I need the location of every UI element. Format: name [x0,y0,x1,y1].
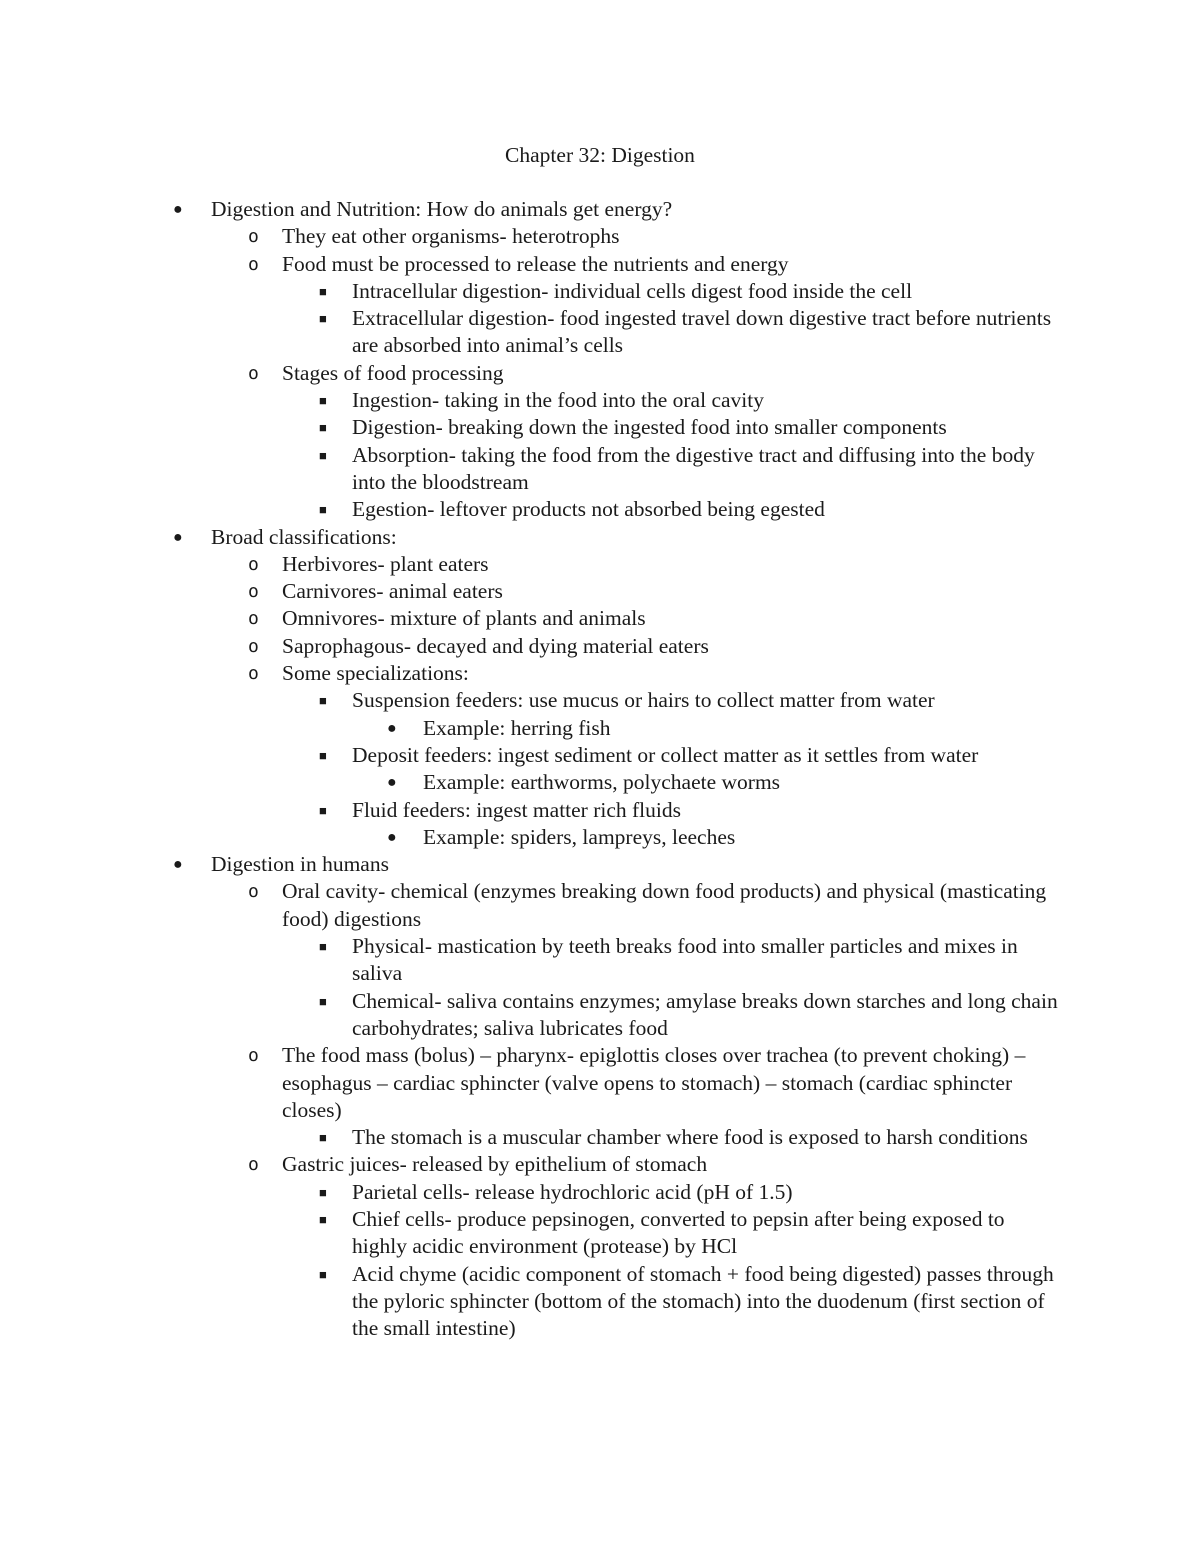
bullet-icon: ■ [319,747,327,763]
bullet-icon: ■ [319,420,327,436]
bullet-icon: ● [173,201,183,218]
outline-item-level-3 [0,715,1200,742]
bullet-icon: ■ [319,993,327,1009]
outline-item-text: Absorption- taking the food from the digestive tract and diffusing into the body into the bloodstream [352,442,1035,494]
bullet-icon: ■ [319,802,327,818]
outline-item-level-1 [0,223,1200,250]
outline-item-text: Fluid feeders: ingest matter rich fluids [352,797,681,822]
outline-item-text: Physical- mastication by teeth breaks food into smaller particles and mixes in saliva [352,934,1018,986]
outline-item-level-2 [0,1261,1200,1343]
bullet-icon: ● [173,856,183,874]
outline-item-text: Digestion- breaking down the ingested food into smaller components [352,415,947,440]
outline-item-text: Example: spiders, lampreys, leeches [423,824,736,849]
bullet-icon: ■ [319,311,327,327]
outline-item-level-2 [0,414,1200,441]
outline-item-text: Parietal cells- release hydrochloric acid (pH of 1.5) [352,1179,793,1204]
bullet-icon: o [248,226,259,248]
outline-item-level-0 [0,524,1200,551]
bullet-icon: o [248,581,259,603]
outline-item-text: Broad classifications: [211,524,397,549]
outline-item-level-2 [0,442,1200,497]
outline-item-level-1 [0,660,1200,687]
bullet-icon: o [248,881,259,903]
bullet-icon: ■ [319,447,327,463]
outline-list [0,196,1200,1342]
outline-item-level-2 [0,742,1200,769]
bullet-icon: o [248,553,259,575]
bullet-icon: ● [387,828,397,846]
outline-item-text: The stomach is a muscular chamber where food is exposed to harsh conditions [352,1125,1028,1150]
outline-item-text: Food must be processed to release the nutrients and energy [282,251,789,276]
outline-item-text: Digestion in humans [211,852,389,877]
outline-item-level-2 [0,305,1200,360]
outline-item-level-2 [0,496,1200,523]
bullet-icon: o [248,362,259,384]
outline-item-text: They eat other organisms- heterotrophs [282,224,620,249]
outline-item-text: Extracellular digestion- food ingested travel down digestive tract before nutrients are absorbed into animal’s cells [352,306,1052,358]
outline-item-text: Acid chyme (acidic component of stomach + food being digested) passes through the pyloric sphincter (bottom of the stomach) into the duodenum (first section of the small intestine) [352,1261,1054,1341]
bullet-icon: ■ [319,393,327,409]
outline-item-level-2 [0,687,1200,714]
outline-item-level-3 [0,769,1200,796]
outline-item-text: Suspension feeders: use mucus or hairs to collect matter from water [352,688,935,713]
outline-item-level-2 [0,797,1200,824]
outline-item-level-1 [0,551,1200,578]
bullet-icon: ● [387,774,397,792]
outline-item-text: Some specializations: [282,661,469,686]
page-title: Chapter 32: Digestion [505,143,695,167]
outline-item-text: Carnivores- animal eaters [282,579,503,604]
bullet-icon: ■ [319,283,327,299]
outline-item-text: Intracellular digestion- individual cells digest food inside the cell [352,278,913,303]
outline-item-text: Gastric juices- released by epithelium of stomach [282,1152,708,1177]
bullet-icon: ■ [319,1266,327,1282]
outline-item-level-1 [0,360,1200,387]
bullet-icon: o [248,1154,259,1176]
outline-item-text: Digestion and Nutrition: How do animals get energy? [211,197,673,221]
outline-item-level-2 [0,1179,1200,1206]
outline-item-level-1 [0,578,1200,605]
outline-item-level-0 [0,851,1200,878]
bullet-icon: ■ [319,939,327,955]
bullet-icon: o [248,663,259,685]
outline-item-text: Omnivores- mixture of plants and animals [282,606,646,631]
bullet-icon: ■ [319,502,327,518]
outline-item-level-1 [0,251,1200,278]
outline-item-text: The food mass (bolus) – pharynx- epiglottis closes over trachea (to prevent choking) – esophagus – cardiac sphincter (valve opens to stomach) – stomach (cardiac sphincter closes) [282,1043,1026,1122]
bullet-icon: ● [387,719,397,737]
outline-item-text: Deposit feeders: ingest sediment or collect matter as it settles from water [352,742,979,767]
outline-item-text: Oral cavity- chemical (enzymes breaking down food products) and physical (masticating food) digestions [282,879,1047,931]
outline-item-level-2 [0,1206,1200,1261]
outline-item-level-2 [0,988,1200,1043]
bullet-icon: o [248,1045,259,1067]
outline-item-level-1 [0,633,1200,660]
bullet-icon: ■ [319,1211,327,1227]
outline-item-level-2 [0,278,1200,305]
outline-item-text: Example: earthworms, polychaete worms [423,770,781,795]
bullet-icon: ■ [319,693,327,709]
outline-item-level-1 [0,1151,1200,1178]
outline-item-text: Chemical- saliva contains enzymes; amylase breaks down starches and long chain carbohydrates; saliva lubricates food [352,988,1058,1040]
outline-item-text: Herbivores- plant eaters [282,551,489,576]
outline-item-level-1 [0,1042,1200,1124]
bullet-icon: o [248,635,259,657]
outline-item-level-2 [0,1124,1200,1151]
bullet-icon: o [248,608,259,630]
outline-item-text: Example: herring fish [423,715,611,740]
bullet-icon: ● [173,528,183,546]
outline-item-text: Saprophagous- decayed and dying material eaters [282,633,709,658]
bullet-icon: o [248,253,259,275]
outline-item-level-1 [0,605,1200,632]
outline-item-level-3 [0,824,1200,851]
outline-item-level-0 [0,196,1200,223]
outline-item-text: Stages of food processing [282,360,504,385]
outline-item-text: Chief cells- produce pepsinogen, converted to pepsin after being exposed to highly acidic environment (protease) by HCl [352,1206,1005,1259]
outline-item-level-1 [0,878,1200,933]
bullet-icon: ■ [319,1184,327,1200]
outline-item-text: Ingestion- taking in the food into the oral cavity [352,388,764,413]
bullet-icon: ■ [319,1130,327,1146]
outline-item-text: Egestion- leftover products not absorbed being egested [352,497,825,522]
outline-item-level-2 [0,933,1200,988]
outline-item-level-2 [0,387,1200,414]
